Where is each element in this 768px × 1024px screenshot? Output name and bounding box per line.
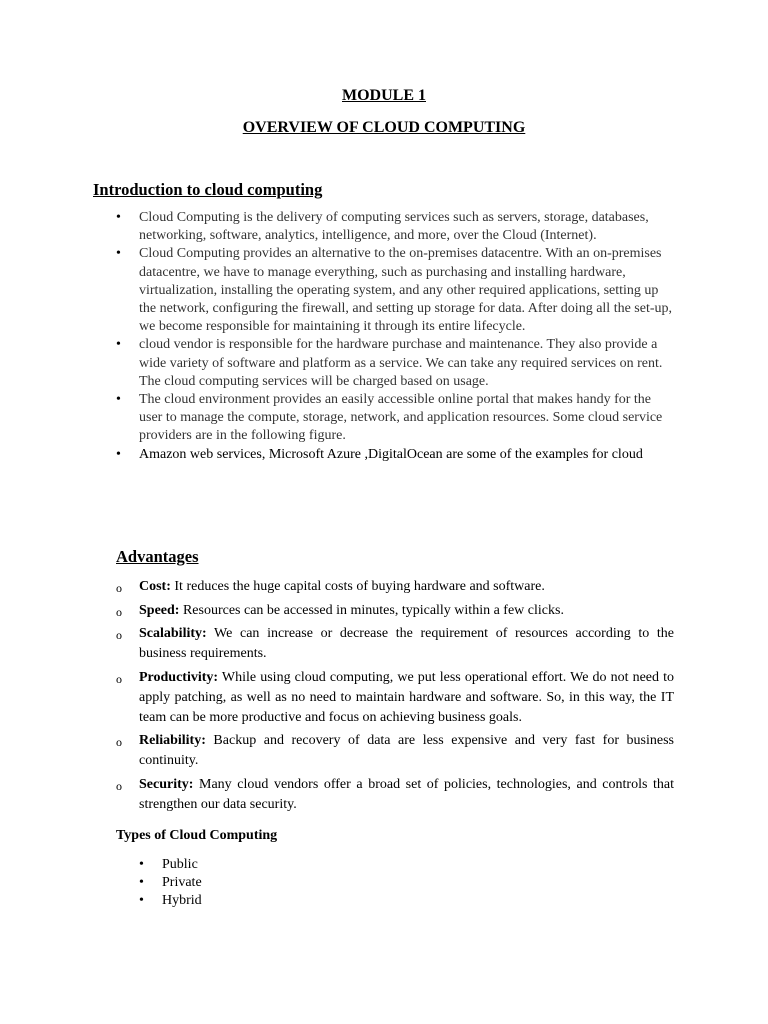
list-item: [116, 668, 674, 728]
list-item-text: cloud vendor is responsible for the hardware purchase and maintenance. They also provide a wide variety of software and platform as a service. We can take any required services on rent. The cloud computing services will be charged based on usage.: [139, 337, 663, 389]
advantage-text: It reduces the huge capital costs of buying hardware and software.: [170, 579, 545, 594]
advantage-term: Cost:: [139, 579, 171, 594]
list-item: [116, 391, 676, 446]
advantage-term: Scalability:: [139, 626, 207, 641]
hollow-bullet-icon: o: [116, 604, 122, 619]
types-heading: Types of Cloud Computing: [116, 828, 278, 843]
advantage-text: We can increase or decrease the requirement of resources according to the business requirements.: [139, 626, 674, 661]
list-item-text: Private: [162, 875, 202, 890]
list-item-text: Amazon web services, Microsoft Azure ,DigitalOcean are some of the examples for cloud: [139, 446, 643, 462]
list-item: [116, 245, 676, 336]
list-item: [116, 577, 674, 597]
intro-heading: Introduction to cloud computing: [93, 180, 323, 199]
advantages-heading: Advantages: [116, 547, 199, 566]
bullet-icon: •: [116, 392, 121, 408]
advantage-term: Reliability:: [139, 733, 206, 748]
list-item-text: Cloud Computing provides an alternative to the on-premises datacentre. With an on-premises datacentre, we have to manage everything, such as purchasing and installing hardware, virtualization, installing the operating system, and any other required applications, setting up the network, configuring the firewall, and setting up storage for data. After doing all the set-up, we become responsible for maintaining it through its entire lifecycle.: [139, 246, 673, 335]
bullet-icon: •: [139, 857, 144, 872]
advantages-list: [116, 577, 674, 818]
bullet-icon: •: [139, 893, 144, 908]
bullet-icon: •: [116, 337, 121, 353]
advantage-term: Speed:: [139, 602, 180, 618]
list-item: [139, 874, 202, 892]
list-item: [116, 624, 674, 664]
hollow-bullet-icon: o: [116, 735, 122, 749]
list-item: [116, 775, 674, 815]
bullet-icon: •: [139, 875, 144, 890]
bullet-icon: •: [116, 210, 121, 225]
bullet-icon: •: [116, 446, 121, 462]
list-item: [116, 446, 676, 464]
hollow-bullet-icon: o: [116, 778, 122, 793]
advantage-term: Security:: [139, 776, 194, 792]
hollow-bullet-icon: o: [116, 671, 122, 686]
bullet-icon: •: [116, 246, 121, 262]
page-title: OVERVIEW OF CLOUD COMPUTING: [242, 119, 526, 136]
list-item: [116, 601, 674, 621]
advantage-term: Productivity:: [139, 669, 219, 685]
advantage-text: Many cloud vendors offer a broad set of policies, technologies, and controls that strengthen our data security.: [139, 776, 674, 812]
hollow-bullet-icon: o: [116, 628, 122, 642]
list-item: [139, 856, 202, 874]
hollow-bullet-icon: o: [116, 581, 122, 595]
advantage-text: While using cloud computing, we put less operational effort. We do not need to apply patching, as well as no need to maintain hardware and software. So, in this way, the IT team can be more productive and focus on achieving business goals.: [139, 669, 674, 725]
list-item: [116, 209, 676, 245]
list-item: [116, 336, 676, 391]
list-item-text: The cloud environment provides an easily accessible online portal that makes handy for the user to manage the compute, storage, network, and application resources. Some cloud service providers are in the following figure.: [139, 392, 663, 444]
advantage-text: Resources can be accessed in minutes, typically within a few clicks.: [179, 602, 564, 618]
module-heading: MODULE 1: [342, 87, 426, 104]
list-item-text: Cloud Computing is the delivery of computing services such as servers, storage, databases, networking, software, analytics, intelligence, and more, over the Cloud (Internet).: [139, 210, 649, 244]
list-item: [139, 892, 202, 910]
advantage-text: Backup and recovery of data are less expensive and very fast for business continuity.: [139, 733, 674, 768]
list-item-text: Public: [162, 857, 198, 872]
intro-bullet-list: [116, 209, 676, 464]
list-item: [116, 731, 674, 771]
types-list: [139, 856, 202, 910]
list-item-text: Hybrid: [162, 893, 202, 908]
